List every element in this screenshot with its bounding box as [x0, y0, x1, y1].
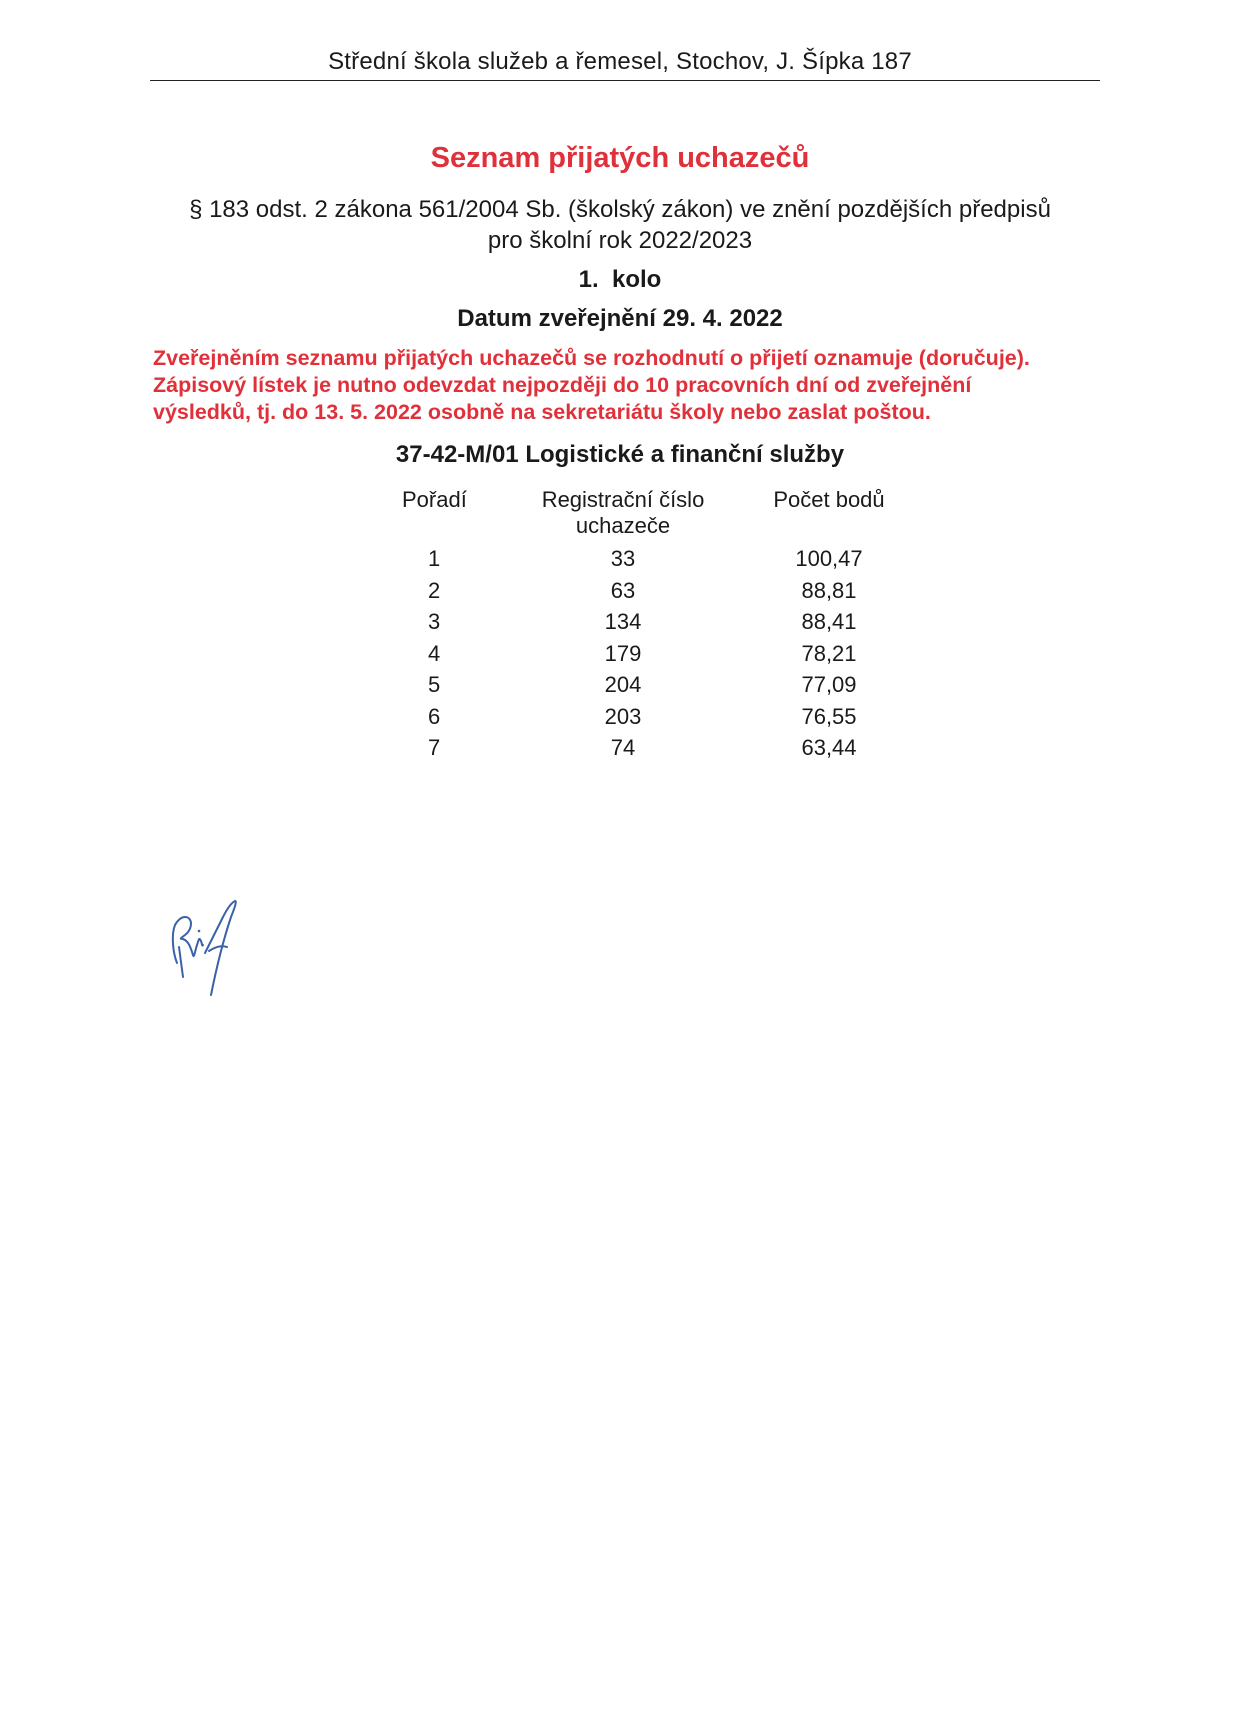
cell-registration-number: 203 — [604, 703, 642, 729]
table-row — [360, 543, 922, 575]
notice-line-2: Zápisový lístek je nutno odevzdat nejpozději do 10 pracovních dní od zveřejnění — [153, 373, 972, 397]
handwritten-signature — [165, 895, 275, 1020]
cell-registration-number: 33 — [610, 546, 636, 571]
study-program: 37-42-M/01 Logistické a finanční služby — [395, 441, 845, 468]
header-registration-number — [510, 487, 736, 543]
cell-points: 78,21 — [801, 640, 857, 666]
table-row — [360, 606, 922, 638]
cell-order: 7 — [428, 735, 441, 760]
cell-order: 5 — [428, 672, 441, 697]
school-header: Střední škola služeb a řemesel, Stochov, J. Šípka 187 — [328, 48, 912, 75]
cell-registration-number: 74 — [610, 735, 636, 760]
cell-points: 88,81 — [801, 577, 857, 603]
legal-reference — [0, 194, 1240, 256]
notice-line-1: Zveřejněním seznamu přijatých uchazečů se rozhodnutí o přijetí oznamuje (doručuje). — [153, 346, 1030, 370]
table-body — [360, 543, 922, 764]
table-row — [360, 701, 922, 733]
cell-order: 6 — [428, 703, 441, 729]
header-order: Pořadí — [402, 487, 467, 512]
header-reg-line-1: Registrační číslo — [541, 487, 705, 512]
cell-points: 77,09 — [801, 672, 857, 697]
cell-points: 63,44 — [801, 735, 857, 760]
table-row — [360, 669, 922, 701]
document-title: Seznam přijatých uchazečů — [430, 142, 810, 174]
cell-points: 100,47 — [795, 546, 863, 571]
table-row — [360, 638, 922, 670]
header-points: Počet bodů — [773, 487, 885, 512]
cell-points: 88,41 — [801, 609, 857, 634]
admission-round: 1. kolo — [578, 266, 662, 293]
cell-order: 3 — [428, 609, 441, 634]
table-header-row — [360, 487, 922, 543]
cell-registration-number: 134 — [604, 609, 642, 634]
cell-registration-number: 204 — [604, 672, 642, 697]
legal-line-1: § 183 odst. 2 zákona 561/2004 Sb. (školský zákon) ve znění pozdějších předpisů — [189, 196, 1051, 223]
cell-points: 76,55 — [801, 703, 857, 729]
cell-registration-number: 179 — [604, 640, 642, 666]
header-reg-line-2: uchazeče — [575, 513, 671, 538]
table-row — [360, 575, 922, 607]
notice-text — [153, 345, 1113, 426]
notice-line-3: výsledků, tj. do 13. 5. 2022 osobně na sekretariátu školy nebo zaslat poštou. — [153, 400, 931, 424]
cell-order: 1 — [428, 546, 441, 571]
table-row — [360, 732, 922, 764]
results-table — [360, 487, 922, 764]
signature-drawing — [165, 895, 275, 1015]
cell-registration-number: 63 — [610, 577, 636, 603]
legal-line-2: pro školní rok 2022/2023 — [487, 227, 753, 254]
header-divider — [150, 80, 1100, 81]
publication-date: Datum zveřejnění 29. 4. 2022 — [457, 305, 783, 332]
cell-order: 4 — [428, 640, 441, 666]
cell-order: 2 — [428, 577, 441, 603]
